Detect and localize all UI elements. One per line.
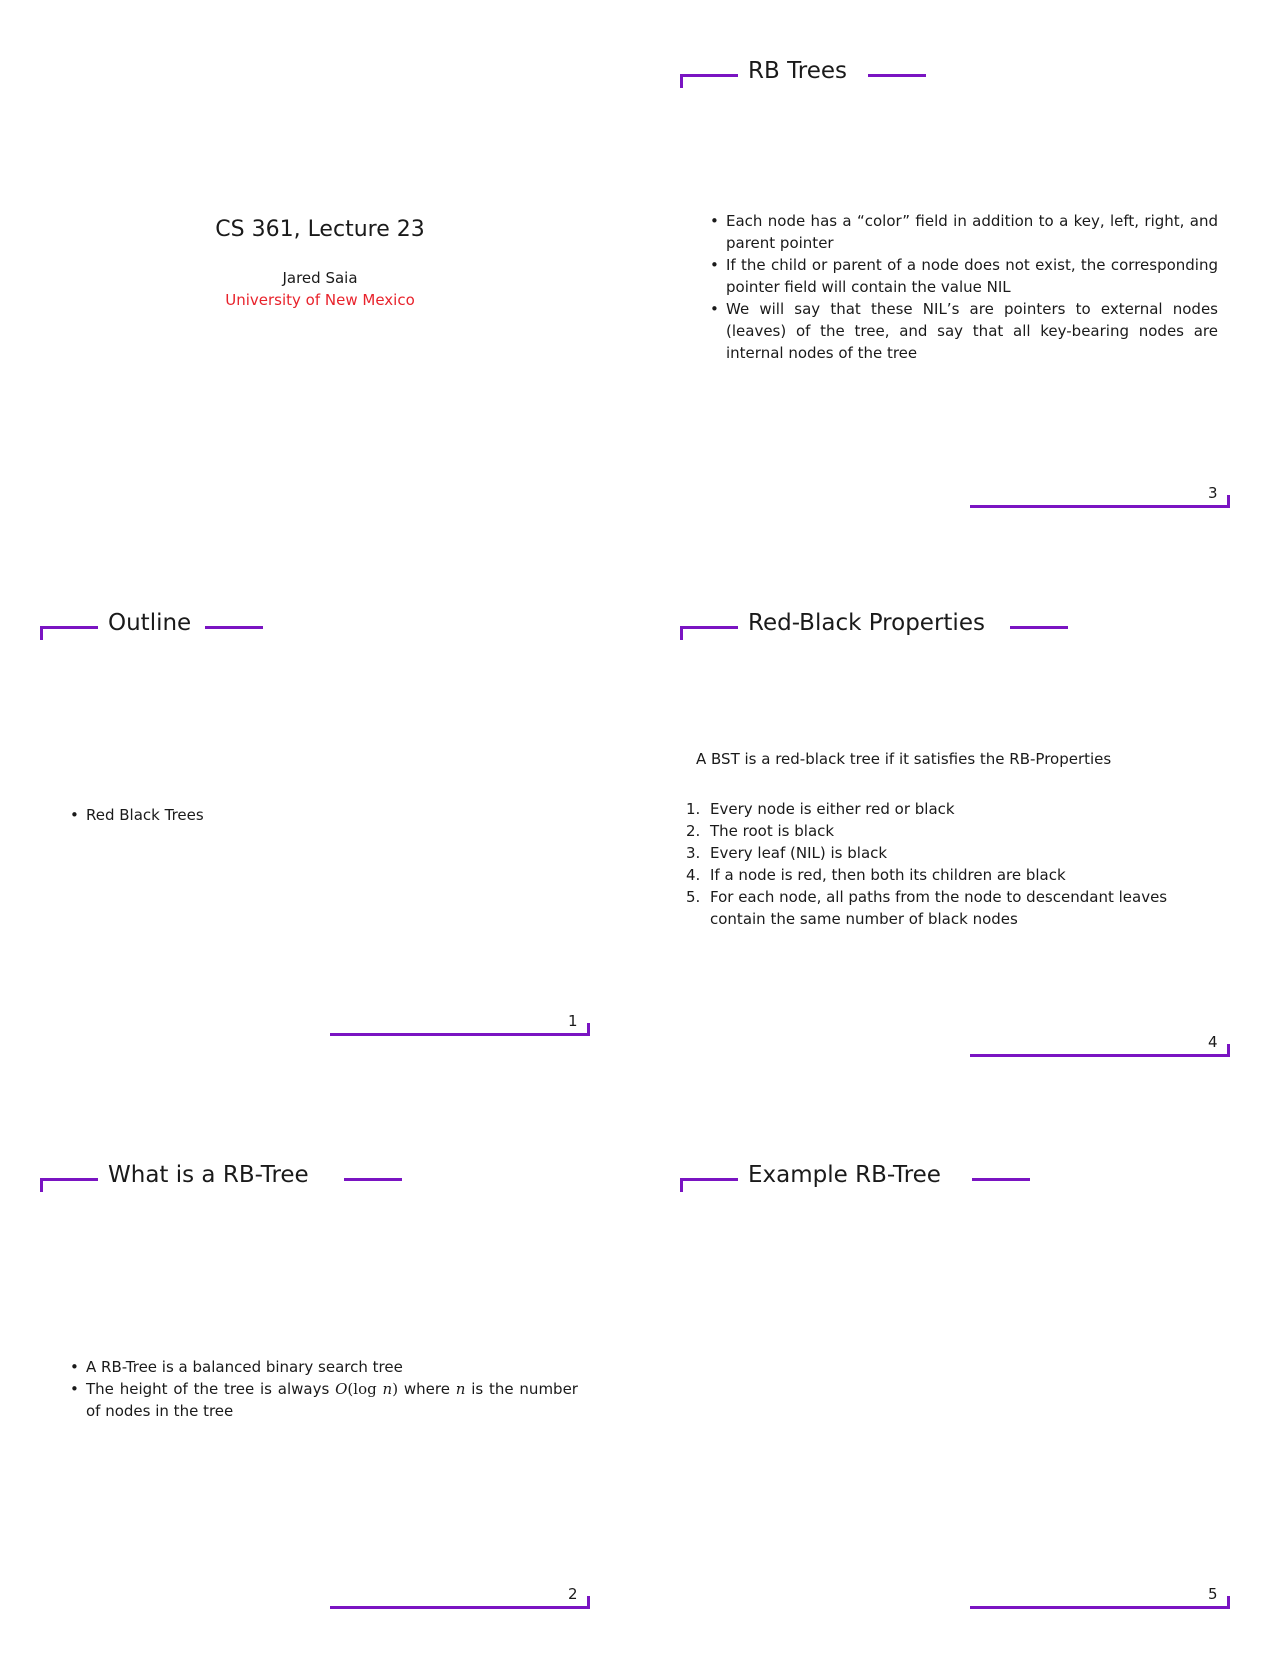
list-item [680, 864, 1226, 886]
lecture-title: CS 361, Lecture 23 [215, 217, 425, 242]
list-item: • We will say that these NIL’s are pointers to external nodes (leaves) of the tree, and say that all key-bearing nodes are internal nodes of the tree [710, 298, 1218, 364]
slide-heading: Outline [108, 610, 192, 636]
slide-red-black-properties [680, 608, 1280, 1068]
item-text: Every node is either red or black [710, 800, 955, 818]
footer-corner-decoration [1227, 495, 1230, 508]
list-item [680, 798, 1226, 820]
item-number: 2. [686, 822, 701, 840]
list-item: • If the child or parent of a node does not exist, the corresponding pointer field will contain the value NIL [710, 254, 1218, 298]
math-big-o: O [335, 1380, 348, 1398]
title-corner-decoration [680, 74, 738, 88]
footer-rule [970, 505, 1230, 508]
intro-paragraph: A BST is a red-black tree if it satisfies the RB-Properties [696, 750, 1112, 768]
bullet-list [70, 1356, 578, 1422]
title-corner-decoration [680, 1178, 738, 1192]
slide-heading: Example RB-Tree [748, 1162, 941, 1188]
title-slide [40, 40, 640, 520]
item-text: If a node is red, then both its children are black [710, 866, 1066, 884]
slide-outline [40, 608, 640, 1048]
slide-title-bar [680, 56, 1280, 96]
footer-corner-decoration [587, 1023, 590, 1036]
page-number: 3 [1208, 484, 1218, 502]
page-number: 2 [568, 1585, 578, 1603]
slide-rb-trees [680, 56, 1280, 516]
item-number: 1. [686, 800, 701, 818]
item-number: 3. [686, 844, 701, 862]
item-text: For each node, all paths from the node to descendant leaves contain the same number of black nodes [710, 888, 1168, 928]
title-corner-decoration [40, 626, 98, 640]
footer-corner-decoration [1227, 1596, 1230, 1609]
item-number: 4. [686, 866, 701, 884]
list-item [680, 820, 1226, 842]
numbered-list [680, 798, 1226, 930]
title-corner-decoration [40, 1178, 98, 1192]
slide-heading: RB Trees [748, 58, 847, 84]
title-tail-decoration [1010, 626, 1068, 629]
slide-heading: What is a RB-Tree [108, 1162, 309, 1188]
affiliation: University of New Mexico [225, 291, 415, 309]
list-item: • Red Black Trees [70, 804, 578, 826]
bullet-list [710, 210, 1218, 364]
footer-rule [330, 1033, 590, 1036]
title-tail-decoration [972, 1178, 1030, 1181]
list-item [680, 842, 1226, 864]
footer-rule [970, 1606, 1230, 1609]
page-number: 1 [568, 1012, 578, 1030]
slide-title-bar [680, 1160, 1280, 1200]
list-item [680, 886, 1226, 930]
item-number: 5. [686, 888, 701, 906]
slide-example-rb-tree [680, 1160, 1280, 1620]
footer-corner-decoration [1227, 1044, 1230, 1057]
page-number: 4 [1208, 1033, 1218, 1051]
slide-title-bar [40, 608, 640, 648]
author-name: Jared Saia [282, 269, 358, 287]
slide-title-bar [680, 608, 1280, 648]
item-text: The root is black [710, 822, 835, 840]
title-tail-decoration [868, 74, 926, 77]
list-item: • A RB-Tree is a balanced binary search tree [70, 1356, 578, 1378]
item-text: Every leaf (NIL) is black [710, 844, 888, 862]
list-item: • Each node has a “color” field in addition to a key, left, right, and parent pointer [710, 210, 1218, 254]
footer-corner-decoration [587, 1596, 590, 1609]
slide-title-bar [40, 1160, 640, 1200]
slide-what-is-rb-tree [40, 1160, 640, 1620]
footer-rule [970, 1054, 1230, 1057]
title-tail-decoration [205, 626, 263, 629]
footer-rule [330, 1606, 590, 1609]
title-tail-decoration [344, 1178, 402, 1181]
bullet-list [70, 804, 578, 826]
list-item: • The height of the tree is always O(log n) where n is the number of nodes in the tree [70, 1378, 578, 1422]
slide-heading: Red-Black Properties [748, 610, 985, 636]
page-number: 5 [1208, 1585, 1218, 1603]
title-corner-decoration [680, 626, 738, 640]
